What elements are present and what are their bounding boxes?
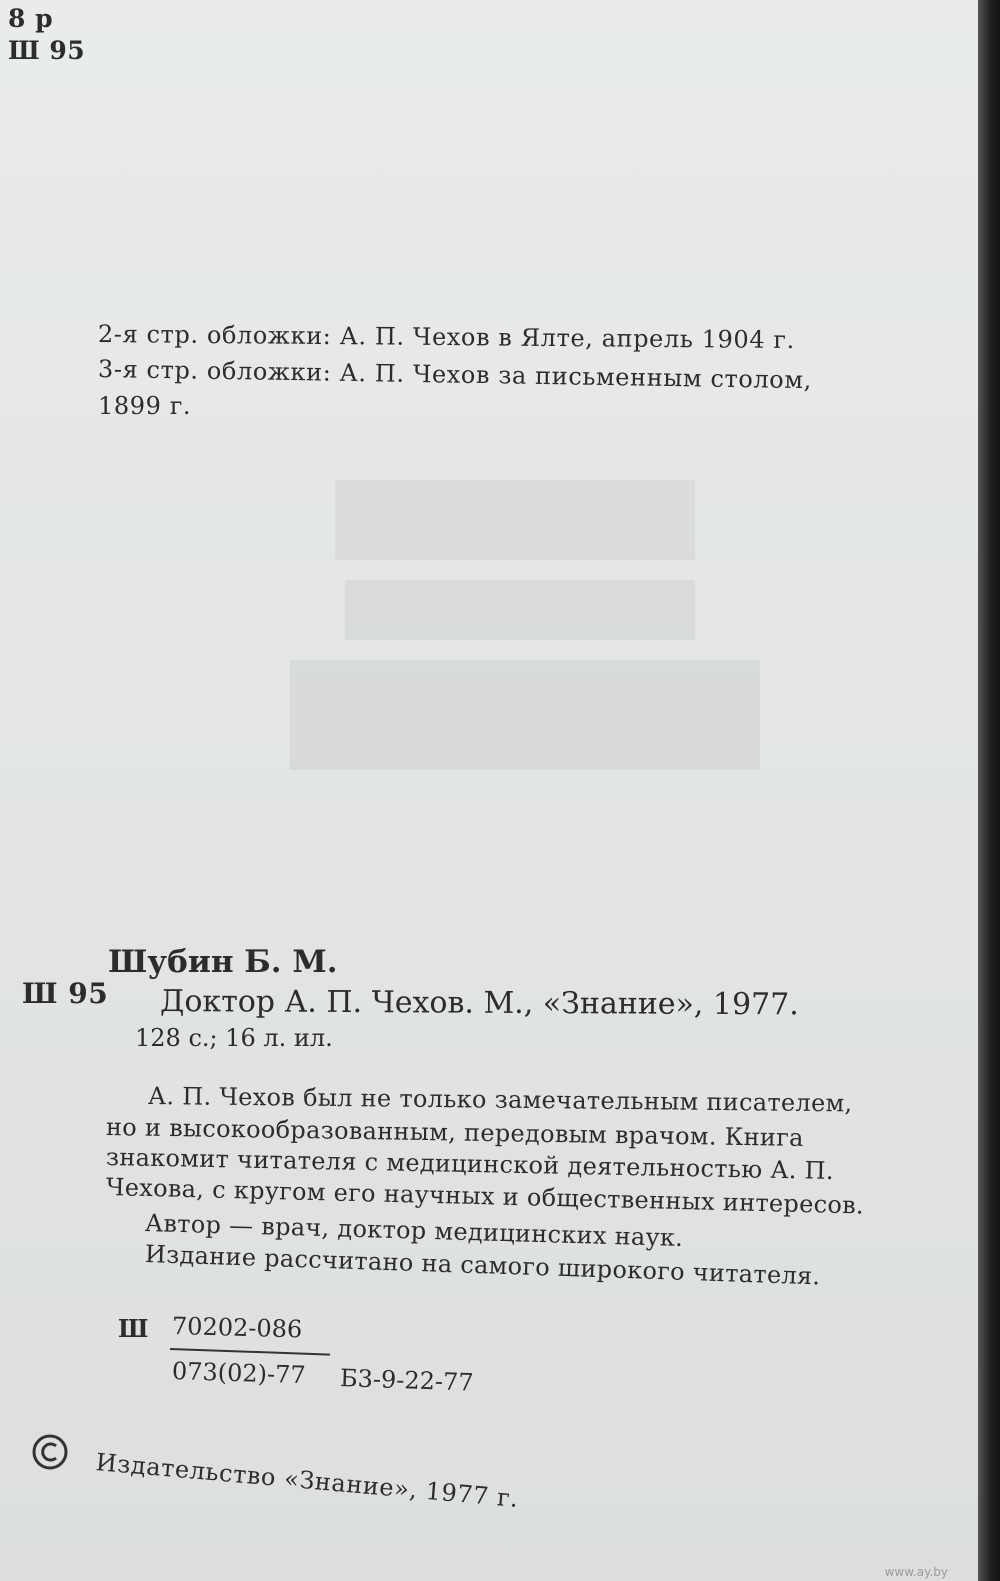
- index-denominator: 073(02)-77: [171, 1357, 307, 1390]
- index-letter: Ш: [118, 1314, 149, 1343]
- cover-note-line3: 1899 г.: [98, 392, 192, 420]
- classification-code-line1: 8 р: [8, 4, 54, 33]
- page-edge-shadow: [978, 0, 1000, 1581]
- annotation-line: но и высокообразованным, передовым врачом. Книга: [105, 1113, 804, 1152]
- copyright-icon: [30, 1432, 70, 1472]
- shelf-mark: Ш 95: [22, 977, 109, 1010]
- series-code: Б3-9-22-77: [339, 1364, 475, 1397]
- watermark: www.ay.by: [884, 1565, 948, 1579]
- annotation-line: Автор — врач, доктор медицинских наук.: [144, 1209, 684, 1253]
- book-extent: 128 с.; 16 л. ил.: [135, 1024, 333, 1052]
- classification-code-line2: Ш 95: [8, 36, 86, 65]
- fraction-line: [170, 1348, 330, 1356]
- book-title-line: Доктор А. П. Чехов. М., «Знание», 1977.: [159, 984, 799, 1023]
- author-name: Шубин Б. М.: [108, 944, 338, 980]
- annotation-line: Издание рассчитано на самого широкого читателя.: [144, 1240, 821, 1291]
- copyright-text: Издательство «Знание», 1977 г.: [94, 1448, 520, 1513]
- index-numerator: 70202-086: [171, 1312, 303, 1344]
- cover-note-line1: 2-я стр. обложки: А. П. Чехов в Ялте, апрель 1904 г.: [97, 320, 795, 355]
- annotation-line: Чехова, с кругом его научных и общественных интересов.: [105, 1173, 865, 1220]
- cover-note-line2: 3-я стр. обложки: А. П. Чехов за письменным столом,: [97, 355, 813, 395]
- annotation-line: А. П. Чехов был не только замечательным писателем,: [147, 1082, 853, 1118]
- annotation-line: знакомит читателя с медицинской деятельностью А. П.: [105, 1143, 835, 1185]
